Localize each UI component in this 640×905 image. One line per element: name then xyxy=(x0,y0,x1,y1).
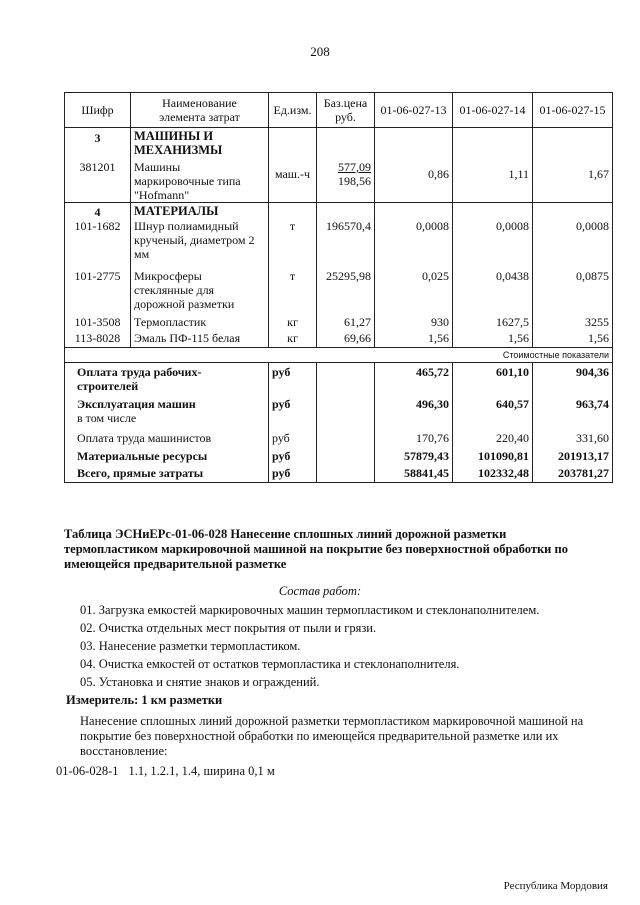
row-price: 61,27 xyxy=(317,311,375,331)
summary-value: 331,60 xyxy=(533,425,613,445)
summary-value: 102332,48 xyxy=(453,463,533,483)
row-value: 1,67 xyxy=(533,157,613,203)
table-row xyxy=(65,219,613,261)
summary-value: 203781,27 xyxy=(533,463,613,483)
summary-label: Всего, прямые затраты xyxy=(65,463,269,483)
work-description: Нанесение сплошных линий дорожной разметки термопластиком маркировочной машиной на покрытие без поверхностной обработки по имеющейся предварительной разметке или их восстановление: xyxy=(80,714,584,758)
row-name: Термопластик xyxy=(131,311,269,331)
section-materials-row xyxy=(65,203,613,220)
row-value: 3255 xyxy=(533,311,613,331)
row-value: 0,025 xyxy=(375,261,453,311)
summary-row-machinists xyxy=(65,425,613,445)
header-col-14: 01-06-027-14 xyxy=(453,93,533,128)
cost-subheader-row xyxy=(65,348,613,363)
summary-unit: руб xyxy=(269,463,317,483)
row-value: 0,0008 xyxy=(453,219,533,261)
summary-value: 496,30 xyxy=(375,393,453,425)
row-value: 1,56 xyxy=(375,331,453,348)
row-value: 0,0438 xyxy=(453,261,533,311)
row-value: 0,0008 xyxy=(533,219,613,261)
header-code: Шифр xyxy=(65,93,131,128)
measure-unit: Измеритель: 1 км разметки xyxy=(66,693,223,707)
row-name: Машины маркировочные типа "Hofmann" xyxy=(131,157,269,203)
row-unit: маш.-ч xyxy=(269,157,317,203)
summary-value: 57879,43 xyxy=(375,445,453,463)
summary-row-materials xyxy=(65,445,613,463)
row-value: 1,56 xyxy=(533,331,613,348)
summary-value: 640,57 xyxy=(453,393,533,425)
summary-row-total xyxy=(65,463,613,483)
section-number: 4 xyxy=(65,203,131,220)
row-value: 1,56 xyxy=(453,331,533,348)
section-title: МАТЕРИАЛЫ xyxy=(131,203,269,220)
row-value: 1,11 xyxy=(453,157,533,203)
summary-unit: руб xyxy=(269,445,317,463)
summary-row-labor xyxy=(65,363,613,394)
norm-code: 01-06-028-1 xyxy=(56,764,119,778)
header-name: Наименование элемента затрат xyxy=(131,93,269,128)
header-price: Баз.цена руб. xyxy=(317,93,375,128)
operation-item: 05. Установка и снятие знаков и ограждений. xyxy=(80,675,320,689)
row-unit: т xyxy=(269,219,317,261)
row-value: 0,0008 xyxy=(375,219,453,261)
row-code: 101-1682 xyxy=(65,219,131,261)
operation-item: 02. Очистка отдельных мест покрытия от пыли и грязи. xyxy=(80,621,377,635)
section-machines-row xyxy=(65,128,613,158)
header-col-15: 01-06-027-15 xyxy=(533,93,613,128)
row-unit: т xyxy=(269,261,317,311)
page-number: 208 xyxy=(310,44,330,59)
row-code: 381201 xyxy=(65,157,131,203)
norm-code-description: 1.1, 1.2.1, 1.4, ширина 0,1 м xyxy=(128,764,275,778)
table-row xyxy=(65,331,613,348)
row-value: 0,86 xyxy=(375,157,453,203)
summary-label: Оплата труда машинистов xyxy=(65,425,269,445)
row-code: 101-3508 xyxy=(65,311,131,331)
section-title: МАШИНЫ И МЕХАНИЗМЫ xyxy=(131,128,269,158)
summary-value: 963,74 xyxy=(533,393,613,425)
cost-table xyxy=(64,92,613,483)
row-code: 113-8028 xyxy=(65,331,131,348)
operation-item: 04. Очистка емкостей от остатков термопластика и стеклонаполнителя. xyxy=(80,657,460,671)
summary-unit: руб xyxy=(269,425,317,445)
row-price: 25295,98 xyxy=(317,261,375,311)
header-unit: Ед.изм. xyxy=(269,93,317,128)
summary-value: 904,36 xyxy=(533,363,613,394)
table-header-row xyxy=(65,93,613,128)
row-name: Эмаль ПФ-115 белая xyxy=(131,331,269,348)
table-row xyxy=(65,311,613,331)
row-name: Микросферы стеклянные для дорожной разметки xyxy=(131,261,269,311)
cost-subheader: Стоимостные показатели xyxy=(65,348,613,363)
summary-value: 170,76 xyxy=(375,425,453,445)
summary-label: Материальные ресурсы xyxy=(65,445,269,463)
row-value: 930 xyxy=(375,311,453,331)
row-unit: кг xyxy=(269,331,317,348)
row-price: 577,09 198,56 xyxy=(317,157,375,203)
summary-unit: руб xyxy=(269,363,317,394)
row-value: 0,0875 xyxy=(533,261,613,311)
summary-value: 101090,81 xyxy=(453,445,533,463)
row-price: 196570,4 xyxy=(317,219,375,261)
header-col-13: 01-06-027-13 xyxy=(375,93,453,128)
norm-code-line xyxy=(56,764,285,779)
summary-value: 465,72 xyxy=(375,363,453,394)
table-row xyxy=(65,261,613,311)
row-price: 69,66 xyxy=(317,331,375,348)
summary-value: 220,40 xyxy=(453,425,533,445)
summary-value: 58841,45 xyxy=(375,463,453,483)
page-footer: Республика Мордовия xyxy=(503,880,608,892)
summary-value: 201913,17 xyxy=(533,445,613,463)
summary-unit: руб xyxy=(269,393,317,425)
row-value: 1627,5 xyxy=(453,311,533,331)
row-code: 101-2775 xyxy=(65,261,131,311)
summary-value: 601,10 xyxy=(453,363,533,394)
summary-label: Эксплуатация машин в том числе xyxy=(65,393,269,425)
operation-item: 03. Нанесение разметки термопластиком. xyxy=(80,639,301,653)
row-name: Шнур полиамидный крученый, диаметром 2 мм xyxy=(131,219,269,261)
table-row xyxy=(65,157,613,203)
work-composition-title: Состав работ: xyxy=(278,584,362,598)
table-title: Таблица ЭСНиЕРс-01-06-028 Нанесение сплошных линий дорожной разметки термопластиком маркировочной машиной на покрытие без поверхностной обработки по имеющейся предварительной разметке xyxy=(64,527,568,571)
section-number: 3 xyxy=(65,128,131,158)
summary-row-machines xyxy=(65,393,613,425)
summary-label: Оплата труда рабочих- строителей xyxy=(65,363,269,394)
operation-item: 01. Загрузка емкостей маркировочных машин термопластиком и стеклонаполнителем. xyxy=(80,603,540,617)
row-unit: кг xyxy=(269,311,317,331)
